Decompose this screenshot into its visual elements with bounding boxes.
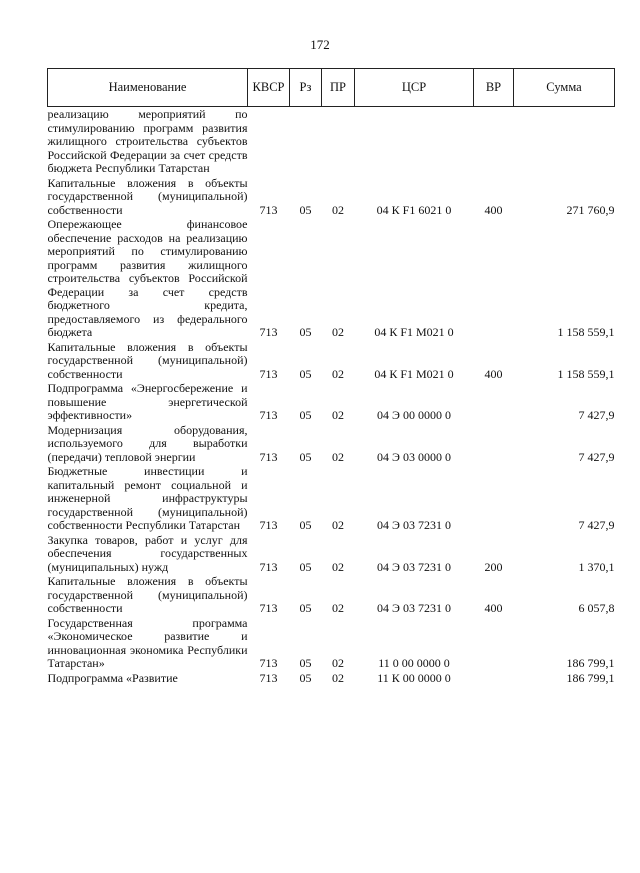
row-pr: 02 <box>332 559 344 574</box>
row-rz: 05 <box>299 449 312 464</box>
row-kvsr: 713 <box>259 601 278 615</box>
row-kvsr: 713 <box>259 202 278 217</box>
row-sum: 1 158 559,1 <box>557 366 615 381</box>
row-sum: 1 370,1 <box>578 559 615 574</box>
row-pr: 02 <box>332 366 344 381</box>
row-vr <box>474 671 514 686</box>
row-pr <box>322 107 355 176</box>
table-row <box>48 107 615 176</box>
row-rz: 05 <box>299 366 312 381</box>
row-csr: 11 К 00 0000 0 <box>377 670 451 685</box>
row-pr: 02 <box>332 202 344 217</box>
row-kvsr: 713 <box>259 670 278 685</box>
header-vr: ВР <box>474 69 514 107</box>
row-kvsr: 713 <box>259 325 278 339</box>
header-name: Наименование <box>48 69 248 107</box>
row-vr <box>474 423 514 465</box>
table-row <box>48 381 615 423</box>
table-row <box>48 340 615 382</box>
row-csr: 04 Э 03 7231 0 <box>377 559 451 574</box>
row-kvsr: 713 <box>259 656 278 670</box>
row-vr: 200 <box>484 559 503 574</box>
row-sum <box>514 107 615 176</box>
row-pr: 02 <box>332 670 344 685</box>
header-kvsr: КВСР <box>248 69 290 107</box>
row-sum: 6 057,8 <box>578 601 615 615</box>
row-rz: 05 <box>299 559 312 574</box>
row-sum: 271 760,9 <box>566 202 615 217</box>
row-vr: 400 <box>484 366 503 381</box>
table-row <box>48 616 615 671</box>
row-csr: 04 К F1 6021 0 <box>376 202 452 217</box>
header-sum: Сумма <box>514 69 615 107</box>
row-pr: 02 <box>332 408 344 422</box>
row-sum: 1 158 559,1 <box>557 325 615 339</box>
row-name: Закупка товаров, работ и услуг для обеспечения государственных (муниципальных) нужд <box>47 532 248 574</box>
row-csr: 04 Э 03 7231 0 <box>377 518 451 532</box>
row-vr <box>474 381 514 423</box>
table-row <box>48 217 615 340</box>
row-name: Капитальные вложения в объекты государственной (муниципальной) собственности <box>47 574 248 615</box>
budget-table <box>47 68 615 685</box>
row-rz: 05 <box>299 518 312 532</box>
row-sum: 186 799,1 <box>566 670 615 685</box>
row-sum: 7 427,9 <box>578 518 615 532</box>
row-rz: 05 <box>299 408 312 422</box>
table-row <box>48 671 615 686</box>
header-pr: ПР <box>322 69 355 107</box>
row-vr <box>474 107 514 176</box>
row-name: Подпрограмма «Развитие <box>47 670 178 685</box>
row-name: Капитальные вложения в объекты государственной (муниципальной) собственности <box>47 339 248 381</box>
row-kvsr: 713 <box>259 408 278 422</box>
row-name: реализацию мероприятий по стимулированию программ развития жилищного строительства субъектов Российской Федерации за счет средств бюджета Республики Татарстан <box>47 107 248 175</box>
header-rz: Рз <box>290 69 322 107</box>
row-kvsr: 713 <box>259 449 278 464</box>
row-rz: 05 <box>299 202 312 217</box>
row-kvsr <box>248 107 290 176</box>
row-vr <box>474 464 514 533</box>
row-kvsr: 713 <box>259 366 278 381</box>
row-csr: 04 Э 03 0000 0 <box>377 449 451 464</box>
row-rz: 05 <box>299 670 312 685</box>
row-csr: 04 К F1 М021 0 <box>374 325 454 339</box>
row-csr: 04 Э 00 0000 0 <box>377 408 451 422</box>
row-rz: 05 <box>299 325 312 339</box>
row-name: Модернизация оборудования, используемого для выработки (передачи) тепловой энергии <box>47 422 248 464</box>
row-pr: 02 <box>332 449 344 464</box>
row-name: Бюджетные инвестиции и капитальный ремонт социальной и инженерной инфраструктуры государственной (муниципальной) собственности Республики Татарстан <box>47 464 248 532</box>
row-sum: 7 427,9 <box>578 408 615 422</box>
row-vr <box>474 616 514 671</box>
page-number: 172 <box>310 37 330 52</box>
row-csr: 11 0 00 0000 0 <box>378 656 450 670</box>
row-vr: 400 <box>484 601 503 615</box>
table-header-row <box>48 69 615 107</box>
row-name: Опережающее финансовое обеспечение расходов на реализацию мероприятий по стимулированию программ развития жилищного строительства субъектов Российской Федерации за счет средств бюджетного кредита, предоставляемого из федерального бюджета <box>47 217 248 339</box>
row-pr: 02 <box>332 518 344 532</box>
row-rz: 05 <box>299 601 312 615</box>
row-rz <box>290 107 322 176</box>
table-row <box>48 423 615 465</box>
row-name: Подпрограмма «Энергосбережение и повышение энергетической эффективности» <box>47 381 248 422</box>
row-vr: 400 <box>484 202 503 217</box>
row-csr: 04 Э 03 7231 0 <box>377 601 451 615</box>
row-rz: 05 <box>299 656 312 670</box>
row-sum: 186 799,1 <box>566 656 615 670</box>
header-csr: ЦСР <box>355 69 474 107</box>
row-pr: 02 <box>332 601 344 615</box>
row-pr: 02 <box>332 656 344 670</box>
row-vr <box>474 217 514 340</box>
row-name: Капитальные вложения в объекты государственной (муниципальной) собственности <box>47 175 248 217</box>
row-kvsr: 713 <box>259 518 278 532</box>
row-csr <box>355 107 474 176</box>
table-row <box>48 533 615 575</box>
row-sum: 7 427,9 <box>578 449 615 464</box>
row-pr: 02 <box>332 325 344 339</box>
table-row <box>48 464 615 533</box>
table-row <box>48 574 615 616</box>
table-row <box>48 176 615 218</box>
row-kvsr: 713 <box>259 559 278 574</box>
row-csr: 04 К F1 М021 0 <box>374 366 454 381</box>
row-name: Государственная программа «Экономическое развитие и инновационная экономика Республики Татарстан» <box>47 615 248 670</box>
